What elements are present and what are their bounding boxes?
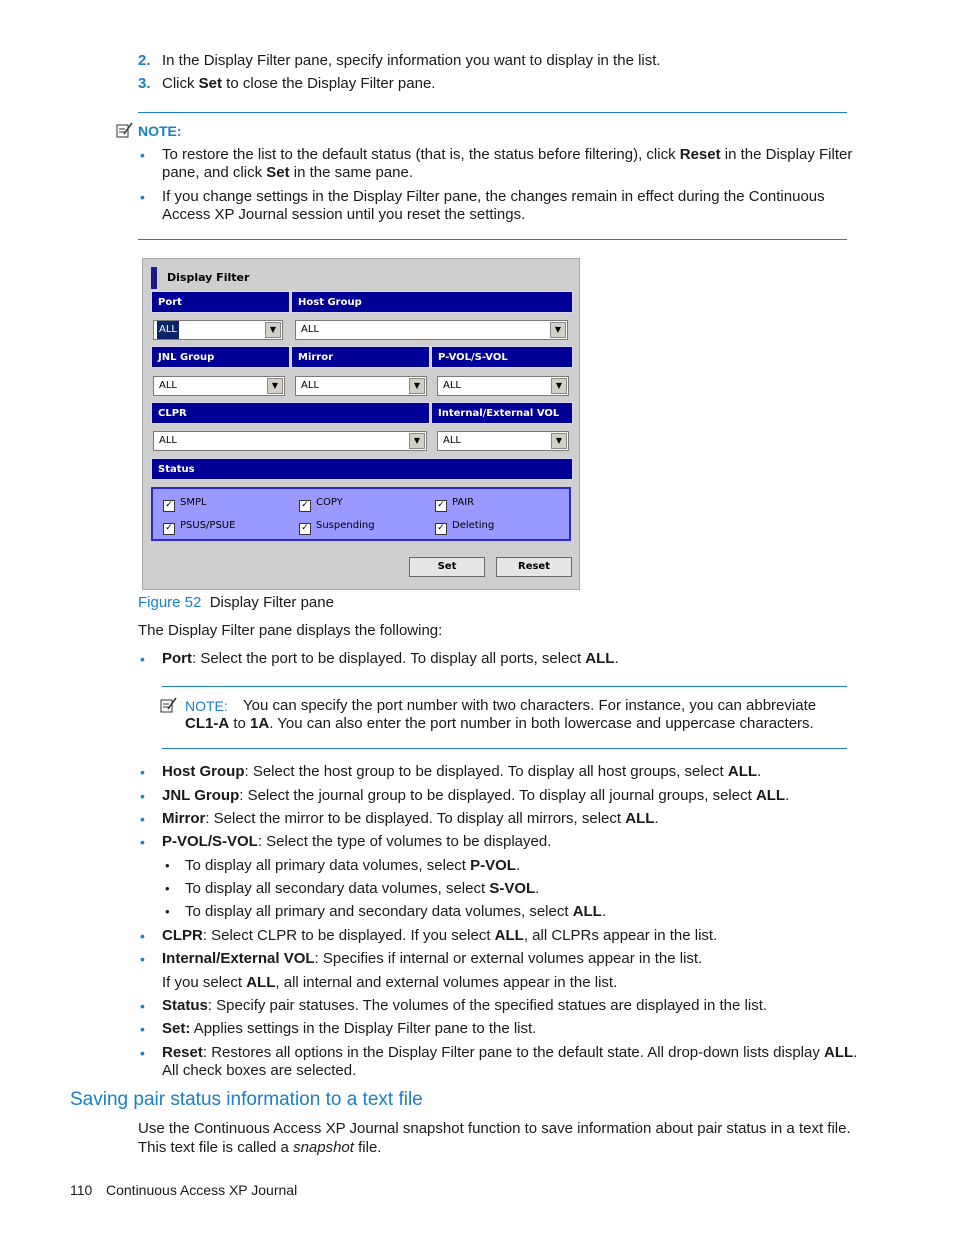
checkbox-deleting[interactable]: ✓ Deleting — [435, 520, 494, 535]
set-button[interactable]: Set — [409, 557, 485, 577]
chevron-down-icon[interactable]: ▼ — [551, 433, 567, 449]
checkbox-box[interactable]: ✓ — [163, 523, 175, 535]
step-number: 3. — [138, 75, 151, 92]
port-header: Port — [151, 291, 290, 313]
sub-bullet: • — [165, 881, 170, 896]
note-text: You can specify the port number with two characters. For instance, you can abbreviate — [243, 697, 817, 714]
list-item: Internal/External VOL: Specifies if internal or external volumes appear in the list. — [162, 950, 703, 967]
mirror-select[interactable]: ALL ▼ — [295, 376, 427, 396]
list-item: Host Group: Select the host group to be displayed. To display all host groups, select ALL. — [162, 763, 762, 780]
sub-bullet: • — [165, 858, 170, 873]
sub-bullet: • — [165, 904, 170, 919]
checkbox-box[interactable]: ✓ — [435, 500, 447, 512]
section-text: This text file is called a snapshot file. — [138, 1139, 382, 1156]
status-checkbox-group — [151, 487, 571, 541]
sub-list-item: To display all primary and secondary data volumes, select ALL. — [185, 903, 607, 920]
step-text: In the Display Filter pane, specify information you want to display in the list. — [162, 52, 661, 69]
note-text: To restore the list to the default status (that is, the status before filtering), click Reset in the Display Filter — [162, 146, 853, 163]
note-text: If you change settings in the Display Filter pane, the changes remain in effect during the Continuous — [162, 188, 825, 205]
footer-title: Continuous Access XP Journal — [106, 1182, 298, 1198]
bullet: • — [140, 651, 145, 667]
list-item: CLPR: Select CLPR to be displayed. If you select ALL, all CLPRs appear in the list. — [162, 927, 718, 944]
intro-text: The Display Filter pane displays the following: — [138, 622, 443, 639]
bullet: • — [140, 1045, 145, 1061]
mirror-header: Mirror — [291, 346, 430, 368]
checkbox-smpl[interactable]: ✓ SMPL — [163, 497, 207, 512]
pvol-svol-header: P-VOL/S-VOL — [431, 346, 573, 368]
checkbox-suspending[interactable]: ✓ Suspending — [299, 520, 375, 535]
list-item: P-VOL/S-VOL: Select the type of volumes to be displayed. — [162, 833, 552, 850]
host-group-select[interactable]: ALL ▼ — [295, 320, 568, 340]
list-item-continuation: If you select ALL, all internal and external volumes appear in the list. — [162, 974, 618, 991]
note-icon — [116, 122, 134, 138]
divider — [138, 112, 847, 113]
chevron-down-icon[interactable]: ▼ — [409, 433, 425, 449]
figure-caption: Figure 52 Display Filter pane — [138, 594, 334, 611]
note-label: NOTE: — [138, 123, 182, 139]
sub-list-item: To display all secondary data volumes, select S-VOL. — [185, 880, 540, 897]
display-filter-figure — [142, 258, 580, 590]
bullet: • — [140, 788, 145, 804]
bullet: • — [140, 147, 145, 163]
bullet: • — [140, 189, 145, 205]
jnl-group-header: JNL Group — [151, 346, 290, 368]
divider — [138, 239, 847, 240]
chevron-down-icon[interactable]: ▼ — [551, 378, 567, 394]
checkbox-copy[interactable]: ✓ COPY — [299, 497, 343, 512]
list-item: Reset: Restores all options in the Display Filter pane to the default state. All drop-down lists display ALL. — [162, 1044, 858, 1061]
note-label: NOTE: — [185, 698, 228, 714]
bullet: • — [140, 928, 145, 944]
chevron-down-icon[interactable]: ▼ — [267, 378, 283, 394]
note-icon — [160, 697, 178, 713]
checkbox-pair[interactable]: ✓ PAIR — [435, 497, 474, 512]
checkbox-box[interactable]: ✓ — [299, 500, 311, 512]
list-item: JNL Group: Select the journal group to be displayed. To display all journal groups, select ALL. — [162, 787, 790, 804]
bullet: • — [140, 764, 145, 780]
pvol-svol-select[interactable]: ALL ▼ — [437, 376, 569, 396]
clpr-select[interactable]: ALL ▼ — [153, 431, 427, 451]
list-item: Set: Applies settings in the Display Filter pane to the list. — [162, 1020, 537, 1037]
chevron-down-icon[interactable]: ▼ — [409, 378, 425, 394]
int-ext-vol-select[interactable]: ALL ▼ — [437, 431, 569, 451]
int-ext-vol-header: Internal/External VOL — [431, 402, 573, 424]
sub-list-item: To display all primary data volumes, select P-VOL. — [185, 857, 521, 874]
divider — [162, 686, 847, 687]
bullet: • — [140, 811, 145, 827]
checkbox-psus-psue[interactable]: ✓ PSUS/PSUE — [163, 520, 235, 535]
divider — [162, 748, 847, 749]
bullet: • — [140, 998, 145, 1014]
clpr-header: CLPR — [151, 402, 430, 424]
bullet: • — [140, 951, 145, 967]
chevron-down-icon[interactable]: ▼ — [550, 322, 566, 338]
note-text: Access XP Journal session until you reset the settings. — [162, 206, 526, 223]
step-number: 2. — [138, 52, 151, 69]
page-number: 110 — [70, 1182, 93, 1198]
status-header: Status — [151, 458, 573, 480]
checkbox-box[interactable]: ✓ — [435, 523, 447, 535]
jnl-group-select[interactable]: ALL ▼ — [153, 376, 285, 396]
section-text: Use the Continuous Access XP Journal snapshot function to save information about pair status in a text file. — [138, 1120, 851, 1137]
port-item: Port: Select the port to be displayed. To display all ports, select ALL. — [162, 650, 619, 667]
pane-title: Display Filter — [167, 271, 250, 284]
checkbox-box[interactable]: ✓ — [163, 500, 175, 512]
port-select[interactable]: ALL ▼ — [153, 320, 283, 340]
reset-button[interactable]: Reset — [496, 557, 572, 577]
list-item-continuation: All check boxes are selected. — [162, 1062, 357, 1079]
bullet: • — [140, 834, 145, 850]
list-item: Status: Specify pair statuses. The volumes of the specified statues are displayed in the list. — [162, 997, 768, 1014]
section-heading: Saving pair status information to a text file — [70, 1089, 423, 1110]
step-text: Click Set to close the Display Filter pane. — [162, 75, 436, 92]
list-item: Mirror: Select the mirror to be displayed. To display all mirrors, select ALL. — [162, 810, 659, 827]
bullet: • — [140, 1021, 145, 1037]
host-group-header: Host Group — [291, 291, 573, 313]
title-accent — [151, 267, 157, 289]
note-text: CL1-A to 1A. You can also enter the port number in both lowercase and uppercase characters. — [185, 715, 814, 732]
checkbox-box[interactable]: ✓ — [299, 523, 311, 535]
chevron-down-icon[interactable]: ▼ — [265, 322, 281, 338]
note-text: pane, and click Set in the same pane. — [162, 164, 413, 181]
